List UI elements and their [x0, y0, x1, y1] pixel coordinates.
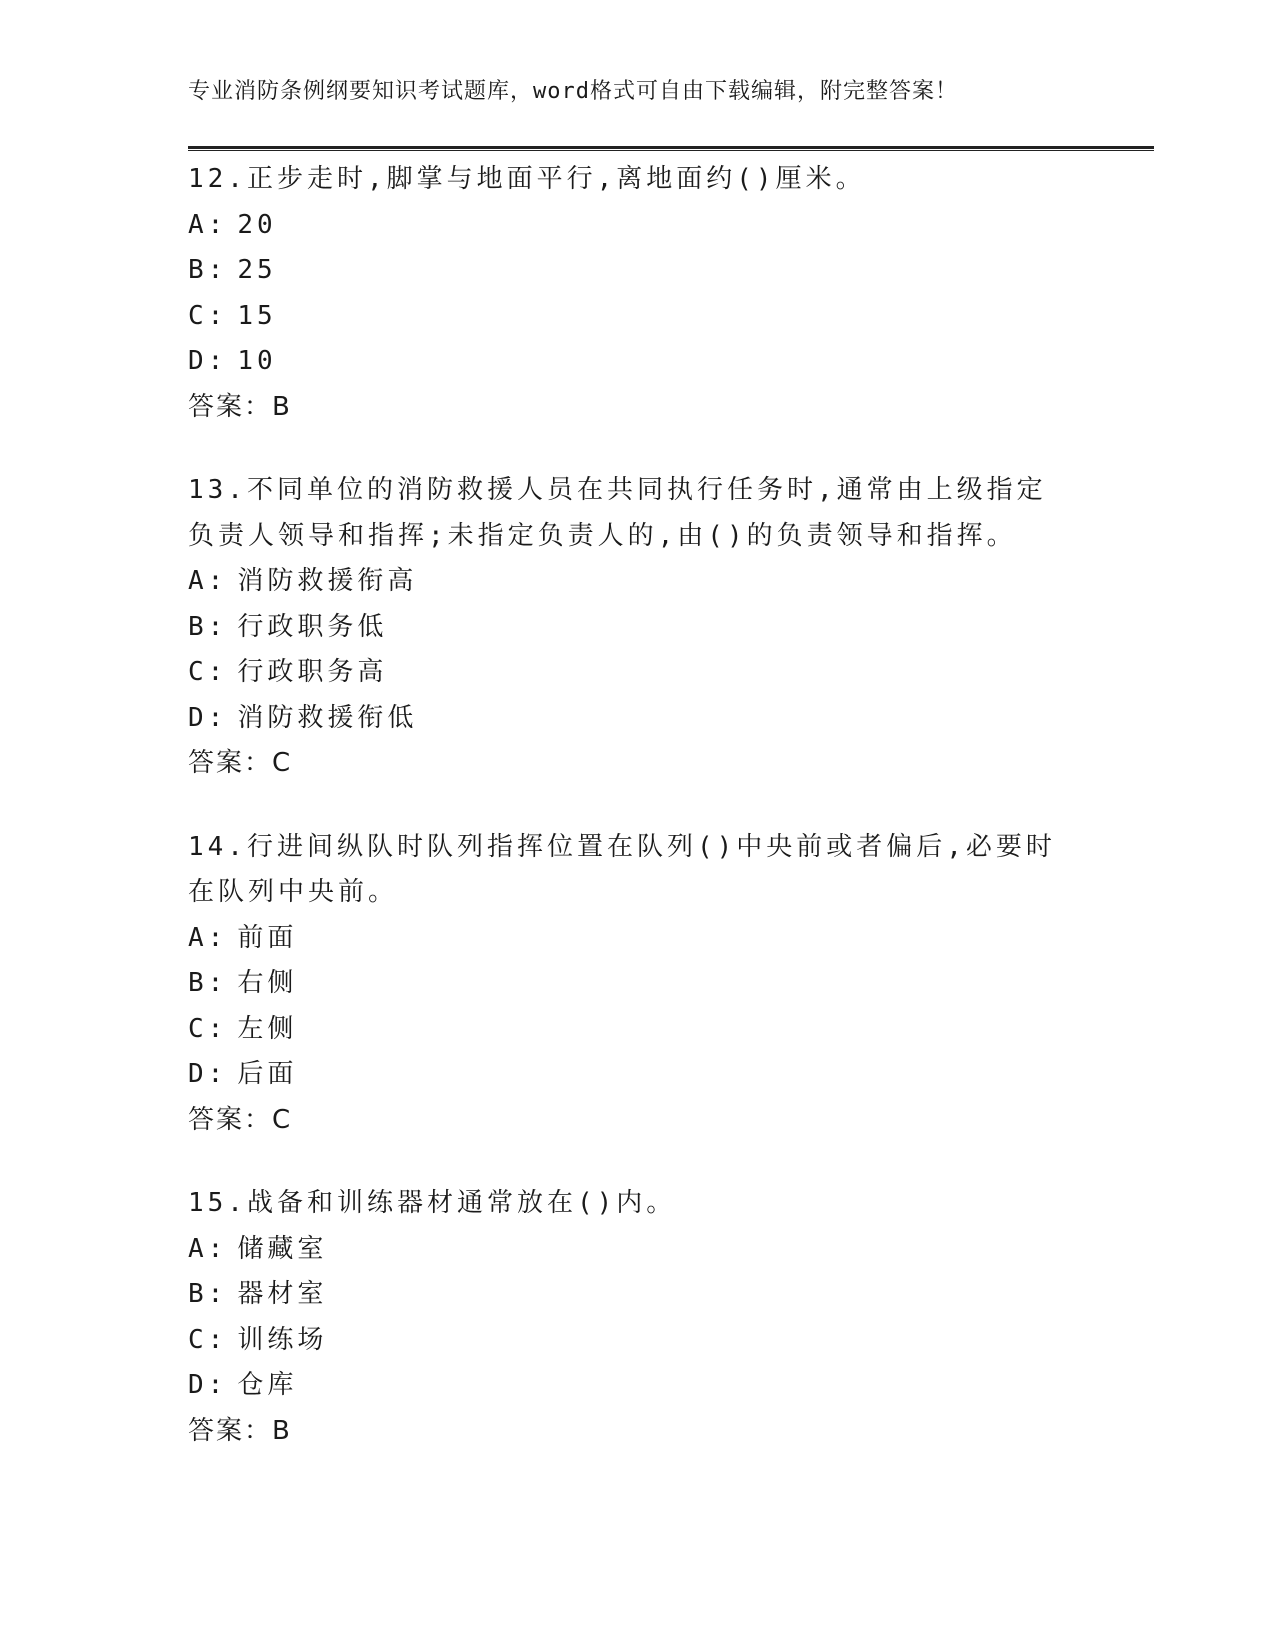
option-text: 仓库	[237, 1370, 298, 1400]
question-14	[188, 825, 1068, 1144]
option-text: 20	[237, 209, 277, 240]
option-text: 后面	[237, 1059, 298, 1089]
option-d	[188, 696, 1068, 742]
option-b	[188, 248, 1068, 294]
option-b	[188, 1272, 1068, 1318]
option-b	[188, 605, 1068, 651]
option-text: 消防救援衔低	[237, 702, 418, 733]
option-key: B:	[188, 255, 228, 285]
option-text: 25	[237, 255, 277, 285]
option-d	[188, 1052, 1068, 1098]
option-text: 右侧	[237, 968, 298, 998]
question-stem: 15.战备和训练器材通常放在()内。	[188, 1188, 677, 1218]
option-text: 10	[237, 346, 277, 376]
question-15	[188, 1181, 1068, 1454]
option-key: C:	[188, 657, 228, 687]
option-text: 行政职务低	[237, 611, 388, 642]
option-d	[188, 339, 1068, 385]
question-stem: 13.不同单位的消防救援人员在共同执行任务时,通常由上级指定负责人领导和指挥;未指定负责人的,由()的负责领导和指挥。	[188, 475, 1047, 551]
option-key: B:	[188, 611, 228, 642]
option-a	[188, 916, 1068, 962]
option-d	[188, 1363, 1068, 1409]
option-text: 训练场	[237, 1324, 328, 1355]
option-c	[188, 1318, 1068, 1364]
option-text: 左侧	[237, 1013, 298, 1044]
option-c	[188, 650, 1068, 696]
option-key: A:	[188, 209, 228, 240]
answer-line: 答案：B	[188, 1415, 292, 1446]
option-key: C:	[188, 1013, 228, 1044]
answer-line: 答案：B	[188, 391, 292, 422]
option-c	[188, 1007, 1068, 1053]
option-text: 消防救援衔高	[237, 566, 418, 596]
header-divider	[188, 146, 1154, 151]
option-a	[188, 203, 1068, 249]
option-text: 15	[237, 300, 277, 331]
option-key: D:	[188, 346, 228, 376]
option-text: 行政职务高	[237, 657, 388, 687]
option-key: C:	[188, 1324, 228, 1355]
option-key: A:	[188, 1233, 228, 1264]
option-a	[188, 559, 1068, 605]
option-key: A:	[188, 566, 228, 596]
answer-line: 答案：C	[188, 748, 293, 778]
question-list	[188, 157, 1068, 1492]
option-c	[188, 294, 1068, 340]
option-key: D:	[188, 1370, 228, 1400]
option-text: 储藏室	[237, 1233, 328, 1264]
option-key: C:	[188, 300, 228, 331]
option-key: D:	[188, 702, 228, 733]
option-a	[188, 1227, 1068, 1273]
page-header: 专业消防条例纲要知识考试题库，word格式可自由下载编辑，附完整答案！	[188, 79, 958, 104]
option-key: B:	[188, 968, 228, 998]
option-key: D:	[188, 1059, 228, 1089]
option-text: 器材室	[237, 1279, 328, 1309]
option-b	[188, 961, 1068, 1007]
question-12	[188, 157, 1068, 430]
question-13	[188, 468, 1068, 787]
question-stem: 12.正步走时,脚掌与地面平行,离地面约()厘米。	[188, 164, 866, 194]
question-stem: 14.行进间纵队时队列指挥位置在队列()中央前或者偏后,必要时在队列中央前。	[188, 831, 1056, 907]
answer-line: 答案：C	[188, 1104, 293, 1135]
option-key: A:	[188, 922, 228, 953]
option-text: 前面	[237, 922, 298, 953]
option-key: B:	[188, 1279, 228, 1309]
